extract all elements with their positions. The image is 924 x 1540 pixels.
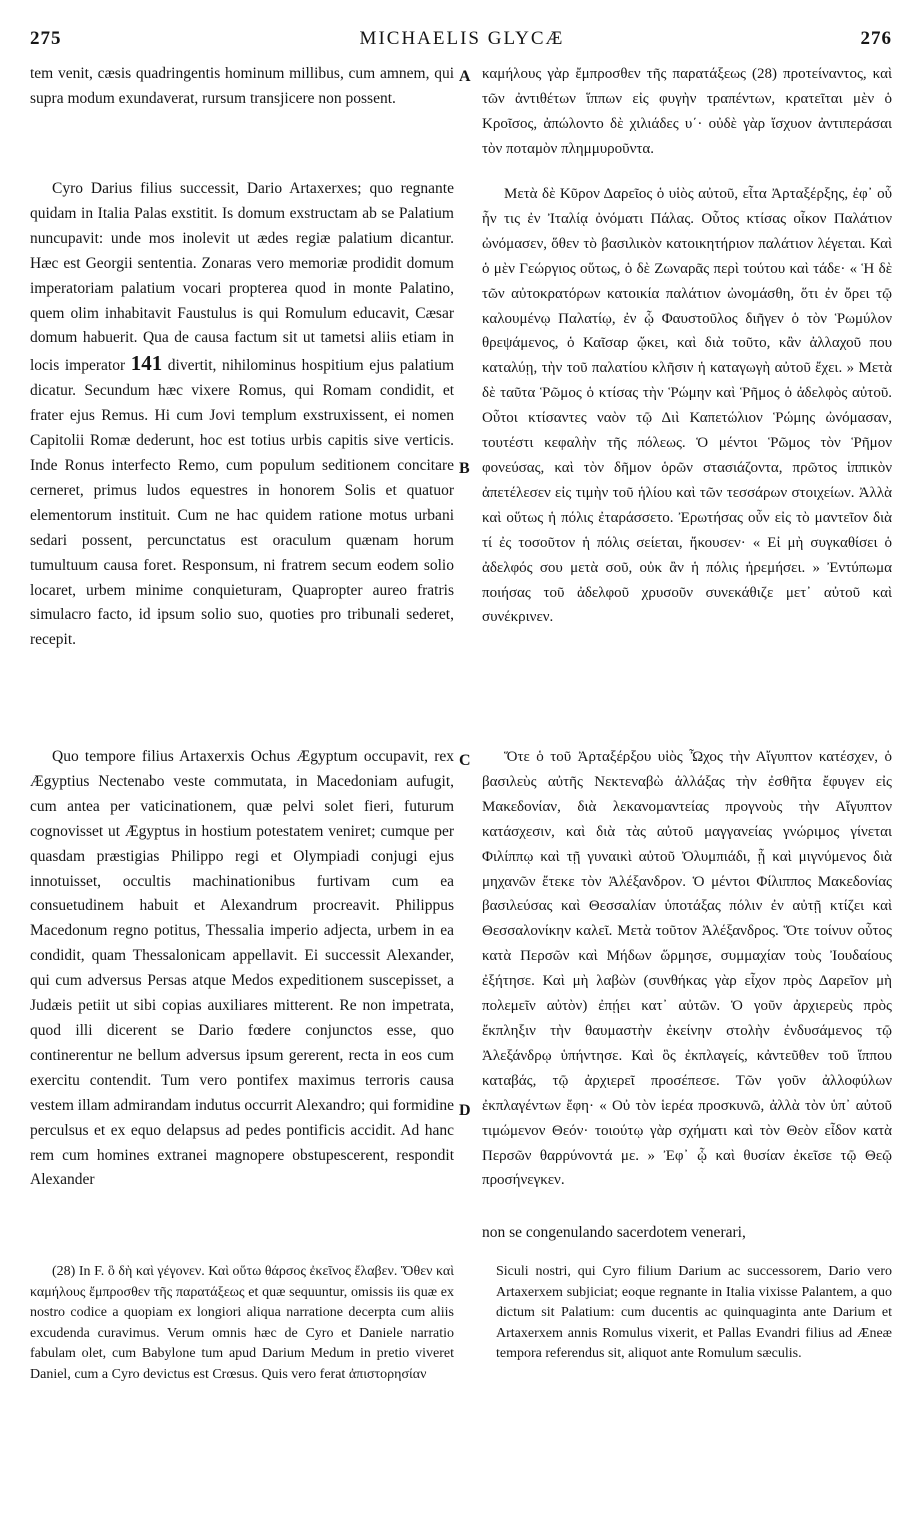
latin-text-1a: Cyro Darius filius successit, Dario Artaxerxes; quo regnante quidam in Italia Palas exstitit. Is domum exstructam ab se Palatium nuncupavit: unde mos inolevit ut ædes regiæ palatium dicantur. Hæc est Georgii sententia. Zonaras vero memoriæ prodidit domum imperatoriam palatium vocari propterea quod in monte Palatino, quem olim inhabitavit Faustulus is qui Romulum educavit, Cæsar domum habuerit. Qua de causa factum sit ut tametsi aliis etiam in locis imperator [30, 180, 454, 375]
running-head: MICHAELIS GLYCÆ [359, 28, 565, 49]
greek-paragraph-0 [482, 62, 892, 162]
column-number: 141 [130, 351, 163, 376]
latin-paragraph-0 [30, 62, 454, 112]
page-number-left: 275 [30, 28, 62, 49]
margin-letter-d: D [459, 1102, 471, 1119]
footnote-left [30, 1262, 454, 1386]
latin-paragraph-2 [30, 745, 454, 1193]
footnote-right [496, 1262, 892, 1365]
latin-text-1b: divertit, nihilominus hospitium ejus palatium dicatur. Secundum hæc vixere Romus, qui Romam condidit, et frater ejus Remus. Hi cum Jovi templum exstruxissent, ei nomen Capitolii Romæ dederunt, hoc est totius urbis capitis sive verticis. Inde Ronus interfecto Remo, cum populum seditionem concitare cerneret, primus ludos equestres in honorem Solis et quatuor elementorum instituit. Cum ne hac quidem ratione motus urbani sedari possent, percunctatus est oraculum quænam horum tumultuum causa foret. Responsum, ni fratrem secum eodem solio locaret, urbem minime conquieturam, Quapropter aureo fratris simulacro facto, id ipsum solio suo, quoties pro tribunali sederet, recepit. [30, 357, 454, 649]
greek-paragraph-1 [482, 182, 892, 630]
margin-letter-a: A [459, 68, 471, 85]
footnote-left-text: (28) In F. ὃ δὴ καὶ γέγονεν. Καὶ οὕτω θάρσος ἐκεῖνος ἔλαβεν. Ὅθεν καὶ καμήλους ἔμπροσθεν τῆς παρατάξεως et quæ sequuntur, omissis iis quæ ex nostro codice a quopiam ex longiori aliqua narratione decerpta cum aliis excudenda curavimus. Verum omnis hæc de Cyro et Daniele narratio fabulam olet, cum Babylone tum apud Darium Medum in pretio viveret Daniel, cum a Cyro devictus est Crœsus. Quis vero ferat ἀπιστορησίαν [30, 1264, 454, 1382]
latin-text-2: Quo tempore filius Artaxerxis Ochus Ægyptum occupavit, rex Ægyptius Nectenabo veste commutata, in Macedoniam aufugit, cum antea per vaticinationem, quæ pelvi solet fieri, futurum cognovisset ut Ægyptus in hostium potestatem veniret; cumque per quasdam præstigias Philippo regi et Olympiadi conjugi ejus innotuisset, occultis machinationibus furtivam cum ea consuetudinem habuit et Alexandrum procreavit. Philippus Macedonum regno potitus, Thessalia imperio adjecta, urbem in ea condidit, quam Thessalonicam appellavit. Ei successit Alexander, qui cum adversus Persas atque Medos expeditionem suscepisset, a Judæis petiit ut sibi copias auxiliares mitterent. Re non impetrata, quod illi dicerent se Dario fœdere conjunctos esse, quo continerentur ne bellum adversus ipsum gererent, recta in eos cum exercitu contendit. Tum vero pontifex maximus terroris causa vestem illam admirandam indutus occurrit Alexandro; qui formidine perculsus et ex equo delapsus ad pedes pontificis accidit. Ad hanc rem cum homines extranei magnopere obstupescerent, respondit Alexander [30, 748, 454, 1189]
page-number-right: 276 [860, 28, 892, 49]
greek-text-1: Μετὰ δὲ Κῦρον Δαρεῖος ὁ υἱὸς αὐτοῦ, εἶτα Ἀρταξέρξης, ἐφ᾿ οὗ ἦν τις ἐν Ἰταλίᾳ ὀνόματι Πάλας. Οὗτος κτίσας οἶκον Παλάτιον ὠνόμασεν, ὅθεν τὸ βασιλικὸν κατοικητήριον παλάτιον λέγεται. Καὶ ὁ μὲν Γεώργιος οὕτως, ὁ δὲ Ζωναρᾶς περὶ τούτου καὶ τάδε· « Ἡ δὲ τῶν αὐτοκρατόρων κατοικία παλάτιον ὠνομάσθη, ὅτι ἐν ὄρει τῷ καλουμένῳ Παλατίῳ, ἐν ᾧ Φαυστοῦλος διῆγεν ὁ τὸν Ῥωμύλον θρεψάμενος, ὁ Καῖσαρ ᾤκει, καὶ διὰ τοῦτο, κἂν ἀλλαχοῦ που καταλύῃ, τὴν τοῦ παλατίου κλῆσιν ἡ καταγωγὴ αὐτοῦ ἔχει. » Μετὰ δὲ ταῦτα Ῥῶμος ὁ κτίσας τὴν Ῥώμην καὶ Ῥῆμος ὁ ἀδελφὸς αὐτοῦ. Οὗτοι κτίσαντες ναὸν τῷ Διὶ Καπετώλιον Ῥώμης ὠνόμασαν, τουτέστι κεφαλὴν τῆς πόλεως. Ὁ μέντοι Ῥῶμος τὸν Ῥῆμον φονεύσας, καὶ τὸν δῆμον ὁρῶν στασιάζοντα, πρῶτος ἱππικὸν ἀπετέλεσεν εἰς τιμὴν τοῦ ἡλίου καὶ τῶν τεσσάρων στοιχείων. Ἀλλὰ καὶ οὕτως ἡ πόλις ἐταράσσετο. Ἐρωτήσας οὖν εἰς τὸ μαντεῖον διὰ τί ἐς τοσοῦτον ἡ πόλις σείεται, ἤκουσεν· « Εἰ μὴ συγκαθίσει ὁ ἀδελφός σου μετὰ σοῦ, οὐκ ἂν ἡ πόλις ἠρεμήσει. » Ἐντύπωμα ποιήσας τοῦ ἀδελφοῦ χρυσοῦν συνεκάθιζε μετ᾿ αὐτοῦ καὶ συνέκρινεν. [482, 186, 892, 626]
footnote-right-text: Siculi nostri, qui Cyro filium Darium ac successorem, Dario vero Artaxerxem subjiciat; eoque regnante in Italia vixisse Palantem, a quo dictum sit Palatium: cum ducentis ac quinquaginta ante Darium et Artaxerxem annis Romulus vixerit, et Pallas Evandri filius ad Æneæ tempora referendus sit, aliquot ante Romulum sæculis. [496, 1264, 892, 1362]
greek-text-2: Ὅτε ὁ τοῦ Ἀρταξέρξου υἱὸς Ὦχος τὴν Αἴγυπτον κατέσχεν, ὁ βασιλεὺς αὐτῆς Νεκτεναβὼ ἀλλάξας τὴν ἐσθῆτα ἔφυγεν εἰς Μακεδονίαν, διὰ λεκανομαντείας προγνοὺς τὴν Αἴγυπτον κατάσχεσιν, καὶ διὰ τὰς αὐτοῦ μαγγανείας γνώριμος γίνεται Φιλίππῳ καὶ τῇ γυναικὶ αὐτοῦ Ὀλυμπιάδι, ᾗ καὶ μιγνύμενος διὰ μηχανῶν ἔτεκε τὸν Ἀλέξανδρον. Ὁ μέντοι Φίλιππος Μακεδονίας βασιλεύσας καὶ Θεσσαλίαν ὑποτάξας πόλιν ἐν αὐτῇ κτίζει καὶ Θεσσαλονίκην καλεῖ. Μετὰ τοῦτον Ἀλέξανδρος. Ὅτε τοίνυν οὗτος κατὰ Περσῶν καὶ Μήδων ὥρμησε, συμμαχίαν τοὺς Ἰουδαίους ἐξήτησε. Καὶ μὴ λαβὼν (συνθήκας γὰρ εἶχον πρὸς Δαρεῖον μὴ πολεμεῖν αὐτὸν) ἐπῄει κατ᾿ αὐτῶν. Ὁ γοῦν ἀρχιερεὺς πρὸς ἔκπληξιν τὴν θαυμαστὴν ἐκείνην στολὴν ἐνδυσάμενος τῷ Ἀλεξάνδρῳ ὑπήντησε. Καὶ ὃς ἐκπλαγείς, κἀντεῦθεν τοῦ ἵππου καταβάς, τῷ ἀρχιερεῖ προσέπεσε. Τῶν γοῦν ἀλλοφύλων ἐκπλαγέντων ἔφη· « Οὐ τὸν ἱερέα προσκυνῶ, ἀλλὰ τὸν ὑπ᾿ αὐτοῦ τιμώμενον Θεόν· τοιούτῳ γὰρ σχήματι καὶ τὸν Θεὸν εἶδον κατὰ Περσῶν θαρρύνοντά με. » Ἐφ᾿ ᾧ καὶ θυσίαν ἐκεῖσε τῷ Θεῷ προσήνεγκεν. [482, 749, 892, 1189]
margin-letter-c: C [459, 752, 471, 769]
margin-letter-b: B [459, 460, 470, 477]
bridging-text: non se congenulando sacerdotem venerari, [482, 1224, 746, 1241]
bridging-line [30, 1221, 892, 1246]
latin-text-1 [30, 177, 454, 653]
greek-paragraph-2 [482, 745, 892, 1193]
latin-text-0: tem venit, cæsis quadringentis hominum millibus, cum amnem, qui supra modum exundaverat, rursum transjicere non possent. [30, 65, 454, 107]
greek-text-0: καμήλους γὰρ ἔμπροσθεν τῆς παρατάξεως (28) προτείναντος, καὶ τῶν ἀντιθέτων ἵππων εἰς φυγὴν τραπέντων, κρατεῖται μὲν ὁ Κροῖσος, ἀπώλοντο δὲ χιλιάδες υ΄· οὐδὲ γὰρ ἴσχυον ἀντιπεράσαι τὸν ποταμὸν πλημμυροῦντα. [482, 66, 892, 157]
latin-paragraph-1 [30, 177, 454, 653]
